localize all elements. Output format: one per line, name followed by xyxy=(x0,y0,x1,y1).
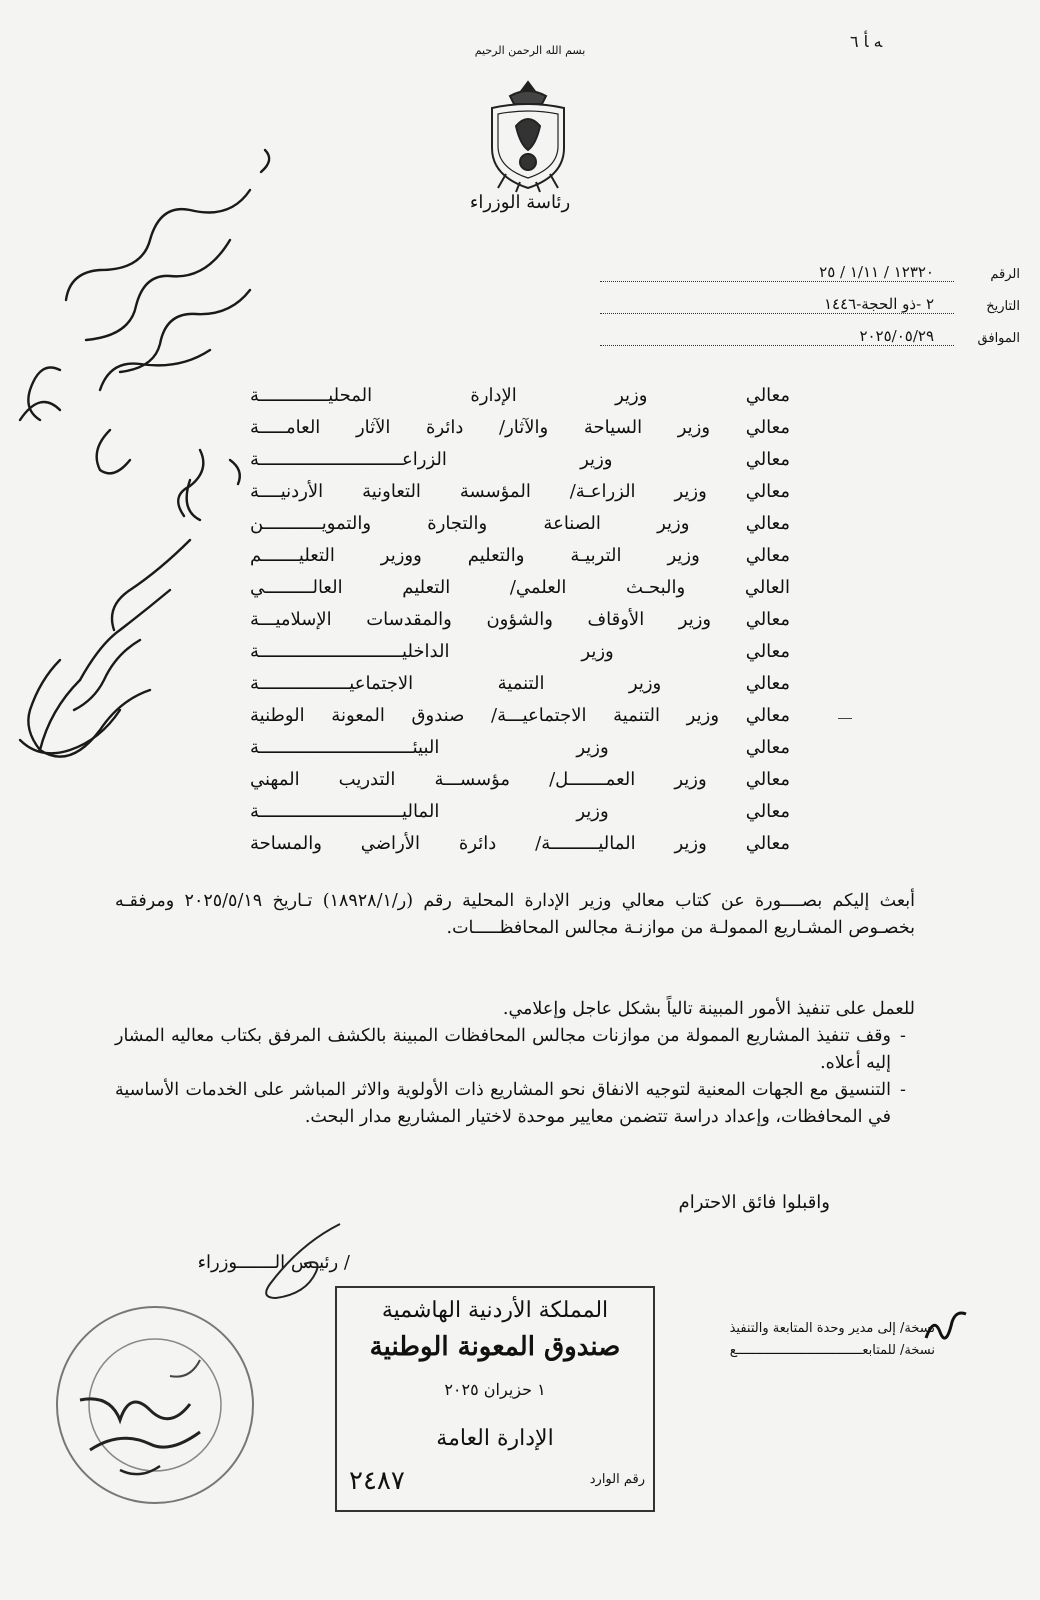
hijri-date-label: التاريخ xyxy=(986,299,1020,314)
stamp-incoming-label: رقم الوارد xyxy=(589,1472,645,1487)
gregorian-date-value: ٢٠٢٥/٠٥/٢٩ xyxy=(600,327,954,346)
receipt-stamp xyxy=(335,1286,655,1512)
body-instructions xyxy=(115,996,915,1131)
closing-line: واقبلوا فائق الاحترام xyxy=(678,1192,830,1213)
bullet-item xyxy=(115,1023,915,1077)
recipient-line: معالي وزير الماليـــــــــة/ دائرة الأراضي والمساحة xyxy=(250,833,790,854)
recipient-line: معالي وزير الداخليـــــــــــــــــــــــــــة xyxy=(250,641,790,662)
reference-number-value: ١٢٣٢٠ / ١/١١ / ٢٥ xyxy=(600,263,954,282)
recipient-line: معالي وزير الماليـــــــــــــــــــــــــــة xyxy=(250,801,790,822)
recipients-list xyxy=(250,380,790,860)
stamp-kingdom: المملكة الأردنية الهاشمية xyxy=(381,1298,609,1323)
bullet-item xyxy=(115,1077,915,1131)
bullet-mark: - xyxy=(900,1026,906,1046)
official-seal xyxy=(50,1300,260,1510)
gregorian-date-label: الموافق xyxy=(977,331,1020,346)
stamp-incoming-number: ٢٤٨٧ xyxy=(349,1466,405,1496)
corner-marks: ﻪ ﺄ ٦ xyxy=(850,32,883,51)
recipient-line: العالي والبحـث العلمي/ التعليم العالـــــــــي xyxy=(250,577,790,598)
reference-number-row xyxy=(600,258,1020,282)
office-title: رئاسة الوزراء xyxy=(469,192,571,213)
signature-mark xyxy=(230,1218,350,1308)
copy-line: نسخة/ إلى مدير وحدة المتابعة والتنفيذ xyxy=(729,1321,935,1336)
handwritten-margin-notes xyxy=(0,120,310,820)
hijri-date-row xyxy=(600,290,1020,314)
recipient-line: معالي وزير الصناعة والتجارة والتمويـــــــــــن xyxy=(250,513,790,534)
bullet-mark: - xyxy=(900,1080,906,1100)
recipient-line: معالي وزير الإدارة المحليـــــــــــــة xyxy=(250,385,790,406)
basmala-line: بسم الله الرحمن الرحيم xyxy=(474,44,586,57)
gregorian-date-row xyxy=(600,322,1020,346)
stamp-date: ١ حزيران ٢٠٢٥ xyxy=(444,1380,546,1399)
body-paragraph-2: للعمل على تنفيذ الأمور المبينة تالياً بشكل عاجل وإعلامي. xyxy=(502,999,915,1019)
signatory-title: / رئيـس الـــــــوزراء xyxy=(197,1252,350,1273)
recipient-line: معالي وزير التنمية الاجتماعيـــة/ صندوق المعونة الوطنية xyxy=(250,705,790,726)
recipient-line: معالي وزير الزراعـــــــــــــــــــــــــــة xyxy=(250,449,790,470)
hijri-date-value: ٢ -ذو الحجة-١٤٤٦ xyxy=(600,295,954,314)
stamp-fund-name: صندوق المعونة الوطنية xyxy=(369,1332,621,1362)
recipient-line: معالي وزير السياحة والآثار/ دائرة الآثار العامـــــة xyxy=(250,417,790,438)
margin-dash xyxy=(838,718,852,719)
initials-mark xyxy=(922,1308,972,1348)
reference-number-label: الرقم xyxy=(990,267,1020,282)
bullet-text: وقف تنفيذ المشاريع الممولة من موازنات مجالس المحافظات المبينة بالكشف المرفق بكتاب معاليه المشار إليه أعلاه. xyxy=(115,1026,891,1073)
stamp-department: الإدارة العامة xyxy=(436,1426,554,1451)
coat-of-arms-emblem xyxy=(480,78,576,194)
copy-line: نسخة/ للمتابعـــــــــــــــــــــــــــــــــع xyxy=(729,1343,935,1358)
recipient-line: معالي وزير الزراعـة/ المؤسسة التعاونية الأردنيــــة xyxy=(250,481,790,502)
recipient-line: معالي وزير التربيـة والتعليم ووزير التعليـــــــم xyxy=(250,545,790,566)
recipient-line: معالي وزير العمـــــــل/ مؤسســـة التدريب المهني xyxy=(250,769,790,790)
bullet-text: التنسيق مع الجهات المعنية لتوجيه الانفاق نحو المشاريع ذات الأولوية والاثر المباشر على الخدمات الأساسية في المحافظات، وإعداد دراسة تتضمن معايير موحدة لاختيار المشاريع مدار البحث. xyxy=(115,1080,891,1127)
body-paragraph-1: أبعث إليكم بصــــورة عن كتاب معالي وزير الإدارة المحلية رقم (ر/١٨٩٢٨/١) تـاريخ ٢٠٢٥/٥/١٩ ومرفقـه بخصـوص المشـاريع الممولـة من موازنـة مجالس المحافظـــــات. xyxy=(115,891,916,938)
recipient-line: معالي وزير البيئـــــــــــــــــــــــــــــة xyxy=(250,737,790,758)
recipient-line: معالي وزير التنمية الاجتماعيـــــــــــــــــة xyxy=(250,673,790,694)
recipient-line: معالي وزير الأوقاف والشؤون والمقدسات الإسلاميـــة xyxy=(250,609,790,630)
